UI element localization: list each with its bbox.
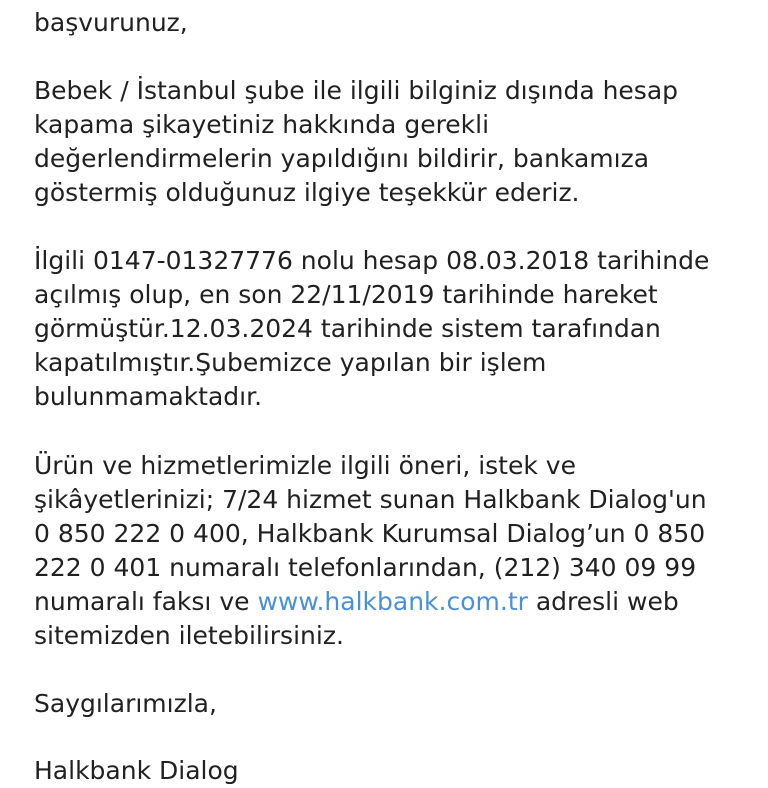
paragraph-3-line-5	[34, 585, 679, 619]
paragraph-3-line-2: şikâyetlerinizi; 7/24 hizmet sunan Halkbank Dialog'un	[34, 485, 707, 514]
paragraph-2-line-5: bulunmamaktadır.	[34, 382, 263, 411]
greeting-continuation: başvurunuz,	[34, 8, 188, 37]
paragraph-2-line-4: kapatılmıştır.Şubemizce yapılan bir işlem	[34, 348, 547, 377]
paragraph-1-line-2: kapama şikayetiniz hakkında gerekli	[34, 110, 490, 139]
paragraph-3-line-4: 222 0 401 numaralı telefonlarından, (212) 340 09 99	[34, 553, 697, 582]
link-line-before: numaralı faksı ve	[34, 587, 258, 616]
paragraph-2-line-3: görmüştür.12.03.2024 tarihinde sistem tarafından	[34, 314, 661, 343]
halkbank-website-link[interactable]: www.halkbank.com.tr	[257, 587, 528, 616]
paragraph-1-line-3: değerlendirmelerin yapıldığını bildirir, bankamıza	[34, 144, 650, 173]
paragraph-3-line-6: sitemizden iletebilirsiniz.	[34, 621, 344, 650]
closing-salutation: Saygılarımızla,	[34, 689, 217, 718]
signature: Halkbank Dialog	[34, 756, 239, 785]
paragraph-1-line-1: Bebek / İstanbul şube ile ilgili bilginiz dışında hesap	[34, 76, 679, 105]
link-line-after: adresli web	[527, 587, 679, 616]
paragraph-1-line-4: göstermiş olduğunuz ilgiye teşekkür ederiz.	[34, 178, 580, 207]
paragraph-2-line-2: açılmış olup, en son 22/11/2019 tarihinde hareket	[34, 280, 658, 309]
paragraph-3-line-3: 0 850 222 0 400, Halkbank Kurumsal Dialog’un 0 850	[34, 519, 706, 548]
paragraph-3-line-1: Ürün ve hizmetlerimizle ilgili öneri, istek ve	[34, 451, 576, 480]
paragraph-2-line-1: İlgili 0147-01327776 nolu hesap 08.03.2018 tarihinde	[34, 246, 710, 275]
